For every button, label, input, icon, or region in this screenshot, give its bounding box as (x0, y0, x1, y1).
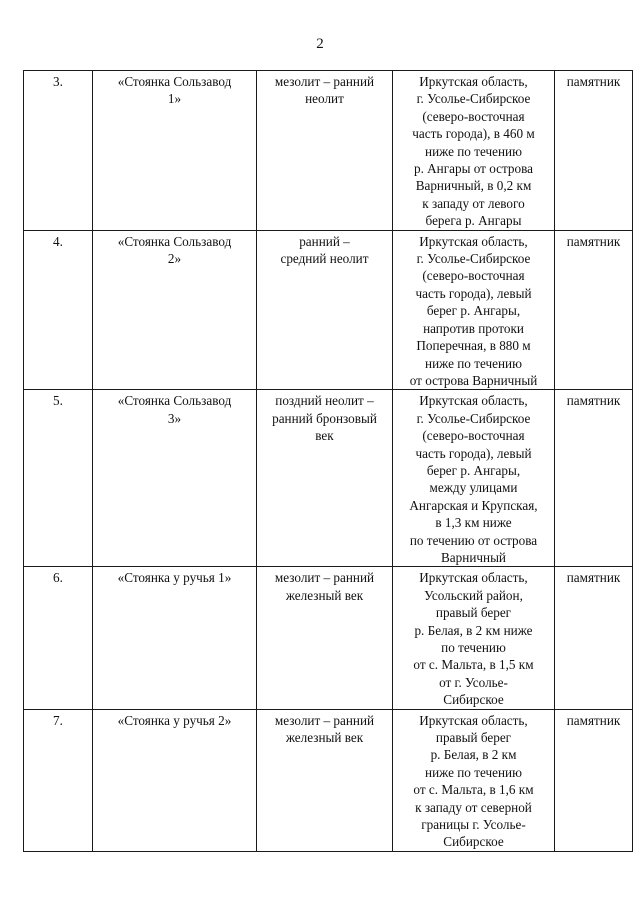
site-name-cell (93, 709, 257, 851)
location-line: от с. Мальта, в 1,6 км (413, 782, 534, 798)
category-cell (555, 567, 633, 709)
location-line: между улицами (429, 480, 518, 496)
location-line: р. Белая, в 2 км (430, 747, 517, 763)
row-number: 7. (53, 712, 63, 728)
table-row (24, 567, 633, 709)
location-line: Сибирское (443, 834, 504, 850)
site-name-cell (93, 390, 257, 567)
location-line: (северо-восточная (422, 428, 525, 444)
location-line: р. Белая, в 2 км ниже (414, 622, 533, 638)
table-row (24, 709, 633, 851)
location-cell (393, 390, 555, 567)
category: памятник (566, 570, 621, 586)
period-line: неолит (305, 91, 344, 107)
period-cell (257, 567, 393, 709)
period-line: мезолит – ранний (274, 74, 375, 89)
period-line: железный век (285, 587, 364, 603)
heritage-sites-table (23, 70, 633, 852)
location-cell (393, 230, 555, 390)
location-line: Иркутская область, (419, 712, 528, 728)
category-cell (555, 71, 633, 231)
location-line: Иркутская область, (419, 233, 528, 249)
category-cell (555, 390, 633, 567)
location-line: г. Усолье-Сибирское (416, 91, 531, 107)
period-line: поздний неолит – (275, 393, 374, 409)
location-line: границы г. Усолье- (421, 817, 526, 833)
category: памятник (566, 393, 621, 409)
location-line: часть города), в 460 м (412, 126, 535, 142)
period-cell (257, 390, 393, 567)
location-line: ниже по течению (425, 143, 522, 159)
location-line: Варничный, в 0,2 км (415, 178, 532, 194)
site-name-line: 1» (167, 91, 182, 107)
site-name-line: «Стоянка Сользавод (117, 393, 232, 409)
row-number-cell (24, 709, 93, 851)
period-cell (257, 709, 393, 851)
location-line: в 1,3 км ниже (435, 515, 512, 531)
period-line: век (315, 428, 334, 444)
row-number-cell (24, 567, 93, 709)
period-line: ранний бронзовый (272, 410, 377, 426)
location-line: (северо-восточная (422, 268, 525, 284)
period-line: мезолит – ранний (274, 712, 375, 728)
location-line: часть города), левый (415, 285, 532, 301)
location-line: берега р. Ангары (425, 213, 522, 229)
location-cell (393, 71, 555, 231)
site-name-line: «Стоянка Сользавод (117, 233, 232, 249)
location-line: Поперечная, в 880 м (416, 338, 531, 354)
row-number: 6. (53, 570, 63, 586)
location-line: Варничный (441, 549, 506, 565)
location-line: к западу от левого (422, 195, 525, 211)
period-line: мезолит – ранний (274, 570, 375, 586)
period-line: средний неолит (280, 251, 369, 267)
category-cell (555, 230, 633, 390)
table-body (24, 71, 633, 852)
table-row (24, 71, 633, 231)
location-line: Сибирское (443, 692, 504, 708)
table-row (24, 390, 633, 567)
location-line: от острова Варничный (409, 372, 538, 388)
location-line: правый берег (435, 605, 512, 621)
period-line: ранний – (299, 233, 350, 249)
category: памятник (566, 233, 621, 249)
table-row (24, 230, 633, 390)
location-line: часть города), левый (415, 445, 532, 461)
site-name-cell (93, 567, 257, 709)
site-name-cell (93, 71, 257, 231)
location-line: к западу от северной (415, 799, 532, 815)
location-line: берег р. Ангары, (426, 462, 521, 478)
site-name-line: 2» (167, 251, 182, 267)
location-line: г. Усолье-Сибирское (416, 251, 531, 267)
location-line: (северо-восточная (422, 108, 525, 124)
location-line: от г. Усолье- (439, 674, 508, 690)
location-line: берег р. Ангары, (426, 303, 521, 319)
location-cell (393, 709, 555, 851)
period-line: железный век (285, 730, 364, 746)
location-cell (393, 567, 555, 709)
location-line: Иркутская область, (419, 570, 528, 586)
period-cell (257, 230, 393, 390)
location-line: Иркутская область, (419, 393, 528, 409)
site-name-line: «Стоянка Сользавод (117, 74, 232, 89)
location-line: р. Ангары от острова (413, 161, 534, 177)
location-line: по течению (441, 640, 506, 655)
location-line: напротив протоки (423, 320, 524, 336)
row-number: 4. (53, 233, 63, 249)
location-line: Иркутская область, (419, 74, 528, 89)
location-line: от с. Мальта, в 1,5 км (413, 657, 534, 673)
site-name-line: «Стоянка у ручья 1» (117, 570, 232, 586)
site-name-cell (93, 230, 257, 390)
category-cell (555, 709, 633, 851)
site-name-line: «Стоянка у ручья 2» (117, 712, 232, 728)
location-line: г. Усолье-Сибирское (416, 410, 531, 426)
location-line: Ангарская и Крупская, (409, 497, 538, 513)
row-number: 3. (53, 74, 63, 89)
page-number: 2 (316, 36, 324, 52)
row-number: 5. (53, 393, 63, 409)
location-line: Усольский район, (424, 587, 523, 603)
category: памятник (566, 712, 621, 728)
row-number-cell (24, 230, 93, 390)
location-line: ниже по течению (425, 764, 522, 780)
row-number-cell (24, 71, 93, 231)
location-line: правый берег (435, 730, 512, 746)
row-number-cell (24, 390, 93, 567)
location-line: ниже по течению (425, 355, 522, 371)
category: памятник (566, 74, 621, 89)
location-line: по течению от острова (409, 532, 538, 548)
site-name-line: 3» (167, 410, 182, 426)
period-cell (257, 71, 393, 231)
